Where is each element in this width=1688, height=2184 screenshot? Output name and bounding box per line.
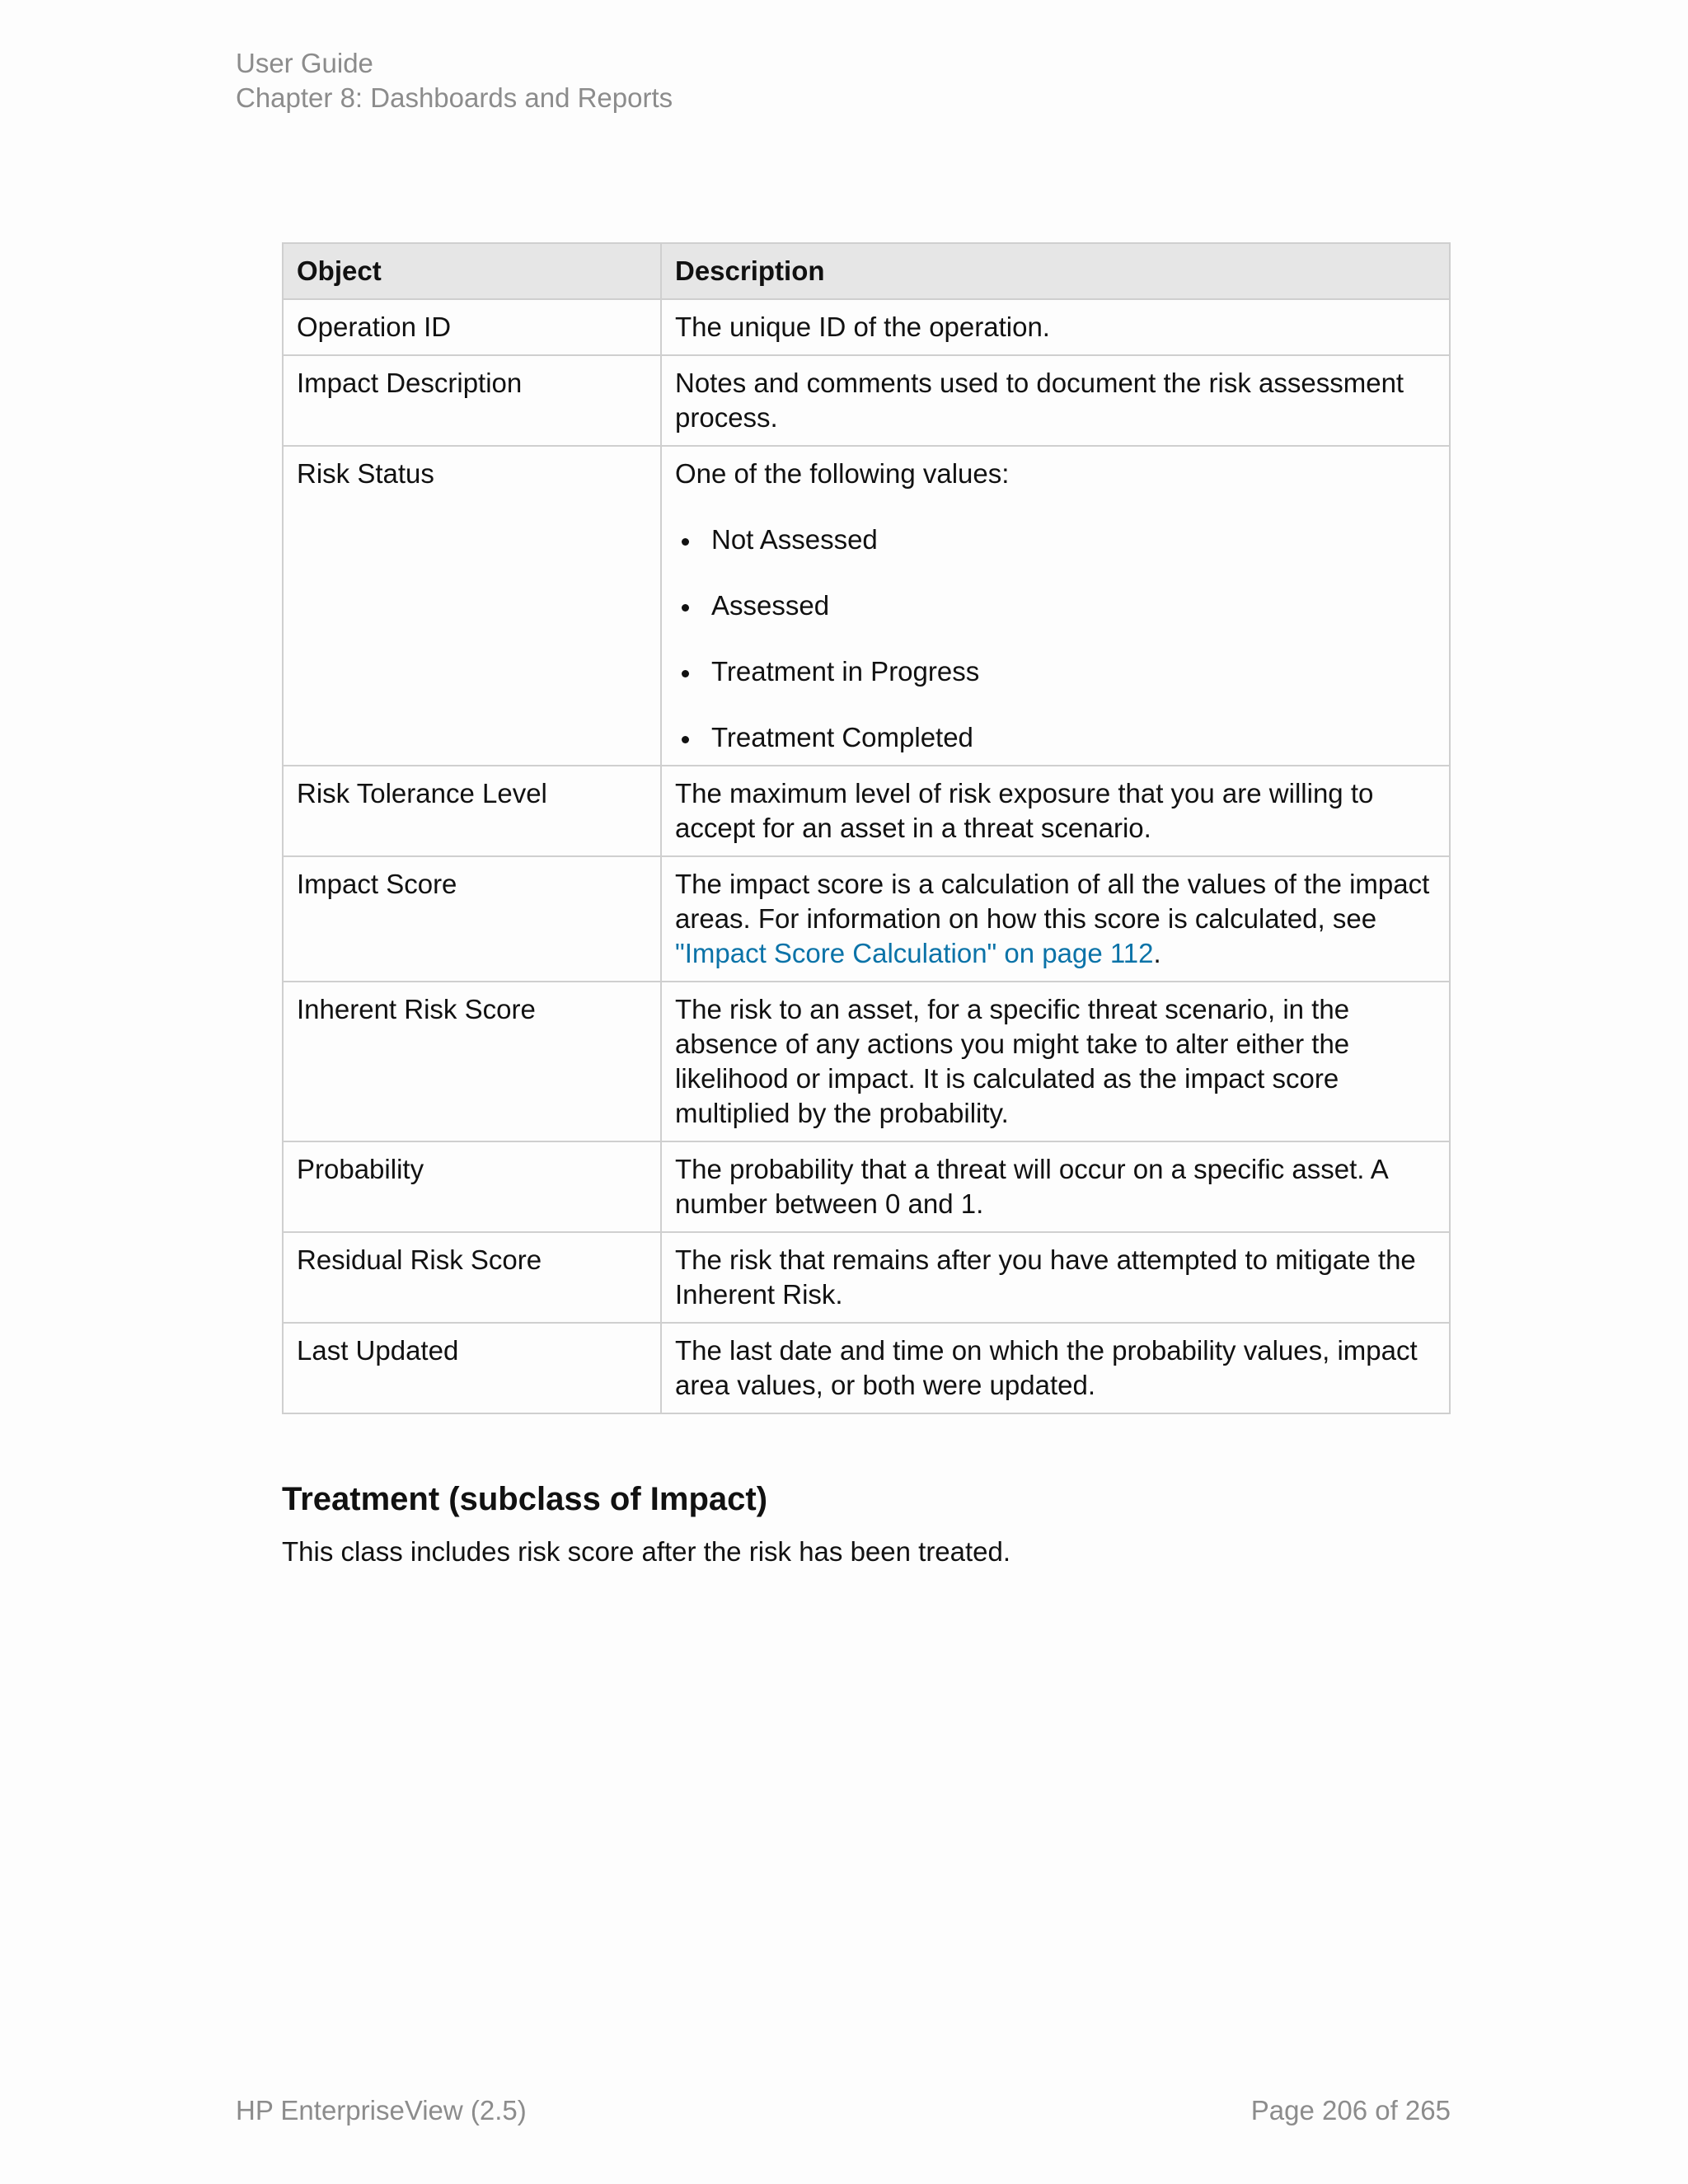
object-cell: Residual Risk Score [283,1232,661,1323]
object-cell: Impact Description [283,355,661,446]
description-cell: The last date and time on which the probability values, impact area values, or both were updated. [661,1323,1450,1413]
risk-status-list [675,523,1436,755]
doc-title: User Guide [236,48,373,78]
object-cell: Risk Tolerance Level [283,766,661,856]
object-cell: Risk Status [283,446,661,766]
description-cell [661,856,1450,982]
description-cell: Notes and comments used to document the risk assessment process. [661,355,1450,446]
description-text-end: . [1153,938,1161,968]
impact-score-calculation-link[interactable]: "Impact Score Calculation" on page 112 [675,938,1154,968]
description-cell: The risk to an asset, for a specific threat scenario, in the absence of any actions you might take to alter either the likelihood or impact. It is calculated as the impact score multiplied by the probability. [661,982,1450,1141]
footer-page-number: Page 206 of 265 [1250,2095,1451,2125]
object-cell: Probability [283,1141,661,1232]
footer-product: HP EnterpriseView (2.5) [236,2095,527,2125]
description-cell: The maximum level of risk exposure that you are willing to accept for an asset in a threat scenario. [661,766,1450,856]
chapter-title: Chapter 8: Dashboards and Reports [236,82,673,113]
object-cell: Last Updated [283,1323,661,1413]
table-row [283,446,1450,766]
list-item: Treatment in Progress [675,654,1436,689]
page-header [236,46,673,115]
table-row [283,355,1450,446]
table-row [283,766,1450,856]
description-cell: The unique ID of the operation. [661,299,1450,355]
column-header-description: Description [661,243,1450,299]
description-text: One of the following values: [675,458,1010,489]
object-description-table [282,242,1451,1414]
list-item: Not Assessed [675,523,1436,557]
object-cell: Impact Score [283,856,661,982]
table-row [283,299,1450,355]
description-cell [661,446,1450,766]
description-cell: The probability that a threat will occur on a specific asset. A number between 0 and 1. [661,1141,1450,1232]
table-row [283,1232,1450,1323]
object-cell: Inherent Risk Score [283,982,661,1141]
table-row [283,1141,1450,1232]
table-row [283,982,1450,1141]
list-item: Assessed [675,588,1436,623]
section-heading: Treatment (subclass of Impact) [282,1481,768,1517]
table-header-row [283,243,1450,299]
table-row [283,1323,1450,1413]
description-text: The impact score is a calculation of all the values of the impact areas. For information on how this score is calculated, see [675,869,1430,934]
section-body-text: This class includes risk score after the risk has been treated. [282,1536,1011,1567]
object-cell: Operation ID [283,299,661,355]
column-header-object: Object [283,243,661,299]
list-item: Treatment Completed [675,720,1436,755]
description-cell: The risk that remains after you have attempted to mitigate the Inherent Risk. [661,1232,1450,1323]
table-row [283,856,1450,982]
